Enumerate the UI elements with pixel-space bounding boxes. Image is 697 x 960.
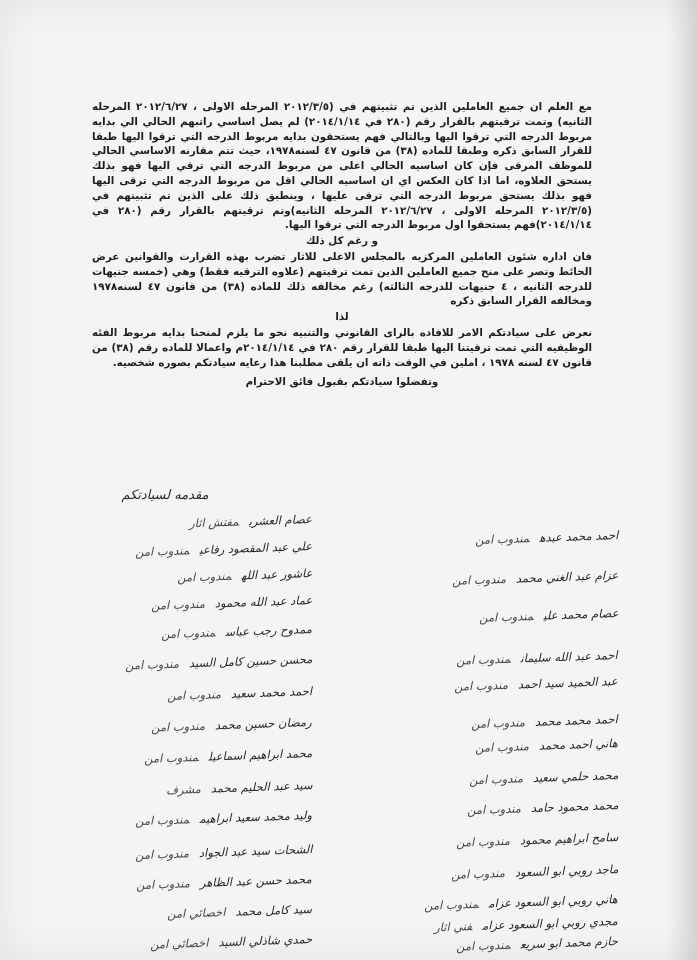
paragraph-1: مع العلم ان جميع العاملين الذين تم تثبيتهم في (٢٠١٢/٣/٥ المرحله الاولى ، ٢٠١٢/٦/٢٧ المرحله الثانيه) وتمت ترقيتهم بالقرار رقم (٢٨٠ في ٢٠١٤/١/١٤) لم يصل اساسي راتبهم الحالي الي بدايه مربوط الدرجه التي ترقوا اليها وبالتالي فهم يستحقون بدايه مربوط الدرجه التي ترقوا اليها طبقا للقرار السابق ذكره وطبقا للماده (٣٨) من قانون ٤٧ لسنه١٩٧٨، حيث تتم مقارنه الاساسي الحالي للموظف المرقى فإن كان اساسيه الحالي اعلى من مربوط الدرجه التي ترقي اليها فهو بذلك يستحق العلاوه، اما اذا كان العكس اي ان اساسيه الحالي اقل من مربوط الدرجه التي ترقى اليها فهو بذلك يستحق مربوط الدرجه التي ترقى عليها ، وينطبق ذلك على الذين تم تثبيتهم في (٢٠١٢/٣/٥ المرحله الاولى ، ٢٠١٢/٦/٢٧ المرحله الثانيه)وتم ترقيتهم بالقرار رقم (٢٨٠ في ٢٠١٤/١/١٤)فهم يستحقوا اول مربوط الدرجه التي ترقوا اليها. xyxy=(92,101,592,232)
signature-title: مندوب امن xyxy=(143,749,199,766)
signature-entry xyxy=(189,512,312,530)
signature-title: مندوب امن xyxy=(176,568,232,585)
signature-title: مندوب امن xyxy=(166,687,222,704)
signature-name: احمد محمد محمد xyxy=(534,712,619,729)
signature-entry xyxy=(135,808,312,828)
signature-entry xyxy=(450,862,618,882)
signature-title: فني اثار xyxy=(434,919,473,935)
signature-entry xyxy=(424,892,618,913)
signature-entry xyxy=(475,736,618,755)
signature-entry xyxy=(144,746,313,766)
closing-line: وتفضلوا سيادتكم بقبول فائق الاحترام xyxy=(245,376,439,389)
signature-name: وليد محمد سعيد ابراهيم xyxy=(199,808,313,826)
signature-entry xyxy=(136,872,312,892)
paragraph-3: نعرض على سيادتكم الامر للافاده بالراى القانوني والتنبيه نحو ما يلزم لمنحنا بدايه مربوط الفئه الوظيفيه التي تمت ترقيتنا اليها طبقا للقرار رقم ٢٨٠ في ٢٠١٤/١/١٤م واعمالا للماده رقم (٣٨) من قانون ٤٧ لسنه ١٩٧٨ ، املين في الوقت ذاته ان يلقى مطلبنا هذا رعايه سيادتكم بصوره شخصيه. xyxy=(92,326,593,369)
signature-entry xyxy=(151,715,312,735)
signature-entry xyxy=(135,539,312,559)
signature-entry xyxy=(177,566,313,585)
signature-title: مندوب امن xyxy=(451,571,506,588)
signature-name: ماجد روبي ابو السعود xyxy=(514,862,619,880)
signature-name: عصام محمد علي xyxy=(542,606,619,623)
signature-entry xyxy=(466,798,618,817)
signature-name: محسن حسين كامل السيد xyxy=(188,652,313,671)
signature-title: مندوب امن xyxy=(468,771,523,788)
typed-text-block xyxy=(92,100,592,391)
signature-name: عبد الحميد سيد احمد xyxy=(518,674,619,692)
scan-edge-shadow xyxy=(667,0,697,960)
signature-name: محمد ابراهيم اسماعيل xyxy=(207,746,313,764)
signature-entry xyxy=(167,684,312,703)
signature-name: هاني احمد محمد xyxy=(538,736,619,753)
signature-entry xyxy=(167,902,312,921)
signature-title: مندوب امن xyxy=(150,596,205,613)
signature-entry xyxy=(165,778,312,797)
signature-name: محمد حلمي سعيد xyxy=(532,768,619,785)
signature-name: محمد محمود حامد xyxy=(530,798,619,816)
heading-despite-all: و رغم كل ذلك xyxy=(305,235,379,248)
signature-name: ممدوح رجب عباس xyxy=(225,622,313,640)
signature-entry xyxy=(478,606,618,625)
signature-entry xyxy=(161,622,312,641)
signature-entry xyxy=(456,648,618,668)
signature-entry xyxy=(475,528,619,547)
signature-name: عماد عبد الله محمود xyxy=(214,593,313,611)
signature-title: مندوب امن xyxy=(134,812,190,829)
signature-entry xyxy=(469,768,619,787)
signature-entry xyxy=(456,934,618,954)
signature-name: احمد عبد الله سليمان xyxy=(520,648,619,666)
signature-name: مجدي روبي ابو السعود عزام xyxy=(482,914,619,933)
signature-entry xyxy=(471,712,618,731)
signature-entry xyxy=(134,842,312,862)
signature-name: احمد محمد سعيد xyxy=(230,684,313,701)
signature-title: مندوب امن xyxy=(136,876,191,893)
signature-name: هاني روبي ابو السعود عزام xyxy=(488,892,619,911)
signature-title: مندوب امن xyxy=(456,651,512,668)
signature-name: محمد حسن عبد الظاهر xyxy=(200,872,313,890)
signature-title: مندوب امن xyxy=(474,531,530,547)
signature-entry xyxy=(151,593,313,613)
signature-title: مندوب امن xyxy=(151,718,206,735)
signatures-header: مقدمه لسيادتكم xyxy=(121,488,209,503)
signature-name: رمضان حسين محمد xyxy=(215,715,313,733)
signature-name: الشحات سيد عبد الجواد xyxy=(198,842,313,860)
signature-title: مندوب امن xyxy=(455,833,510,850)
signature-entry xyxy=(125,652,313,673)
signature-title: مندوب امن xyxy=(450,865,505,882)
signature-name: عاشور عبد الله xyxy=(240,566,313,583)
signature-entry xyxy=(434,914,618,934)
heading-therefore: لذا xyxy=(335,311,349,324)
signature-title: مندوب امن xyxy=(134,846,189,863)
signature-title: مندوب امن xyxy=(134,543,190,560)
signature-title: مندوب امن xyxy=(478,608,534,625)
signature-title: مندوب امن xyxy=(454,677,509,694)
signature-name: عصام العشري xyxy=(248,512,313,529)
signature-name: سيد عبد الحليم محمد xyxy=(210,778,313,796)
signature-title: مشرف xyxy=(165,781,201,798)
signature-title: مفتش اثار xyxy=(188,514,240,531)
signature-entry xyxy=(456,830,619,850)
signature-name: حمدي شاذلي السيد xyxy=(217,932,313,950)
signature-title: اخصائي امن xyxy=(149,935,209,952)
signature-name: علي عبد المقصود رفاعي xyxy=(199,539,313,557)
paragraph-2: فان اداره شئون العاملين المركزيه بالمجلس الاعلى للاثار تضرب بهذه القرارت والقوانين عرض الحائط وتصر على منح جميع العاملين الذين تمت ترقيتهم (علاوه الترقيه فقط) وهي (خمسه جنيهات للدرجه الثانيه ، ٤ جنيهات للدرجه الثالثه) رغم مخالفه ذلك للماده (٣٨) من قانون ٤٧ لسنه١٩٧٨ ومخالفه القرار السابق ذكره xyxy=(92,250,592,308)
signature-entry xyxy=(150,932,313,952)
signature-title: مندوب امن xyxy=(124,656,179,673)
signature-title: مندوب امن xyxy=(455,937,511,954)
signature-title: اخصائي امن xyxy=(166,905,226,922)
signature-title: مندوب امن xyxy=(471,715,526,732)
signature-name: سيد كامل محمد xyxy=(235,902,313,919)
signature-name: سامح ابراهيم محمود xyxy=(519,830,619,848)
signature-entry xyxy=(454,674,618,694)
signature-title: مندوب امن xyxy=(424,896,479,913)
signature-title: مندوب امن xyxy=(475,739,530,755)
signature-name: عزام عبد الغني محمد xyxy=(515,568,619,586)
signature-title: مندوب امن xyxy=(160,625,216,642)
signature-title: مندوب امن xyxy=(466,801,521,818)
signature-entry xyxy=(452,568,619,588)
signature-name: احمد محمد عبده xyxy=(538,528,619,545)
signature-name: حازم محمد ابو سريع xyxy=(520,934,619,952)
